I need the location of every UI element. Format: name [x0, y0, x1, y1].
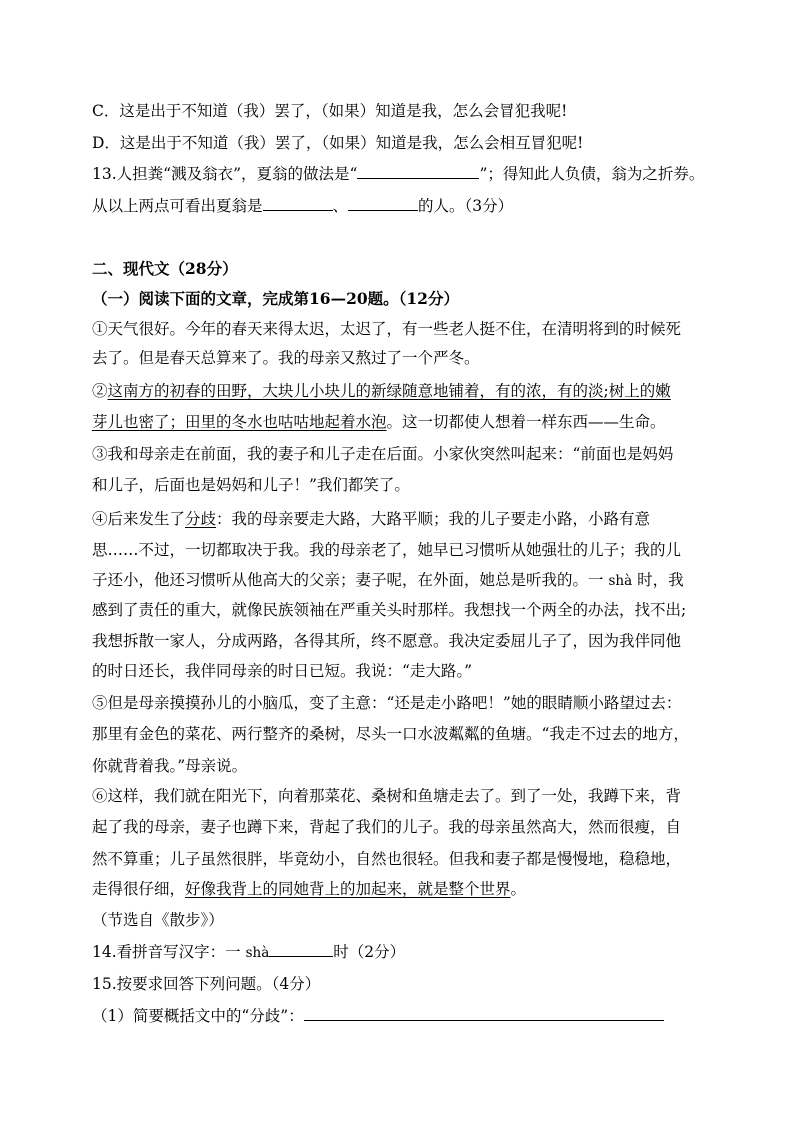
paragraph-4-line-1: ④后来发生了分歧：我的母亲要走大路，大路平顺；我的儿子要走小路，小路有意 [92, 510, 651, 528]
underlined-sentence: 这南方的初春的田野，大块儿小块儿的新绿随意地铺着，有的浓，有的淡;树上的嫩 [107, 382, 671, 400]
subsection-title: （一）阅读下面的文章，完成第16—20题。（12分） [92, 289, 459, 308]
answer-blank-13-2[interactable] [263, 196, 333, 211]
paragraph-4-line-2: 思……不过，一切都取决于我。我的母亲老了，她早已习惯听从她强壮的儿子；我的儿 [92, 541, 682, 559]
source-note: （节选自《散步》） [92, 911, 224, 929]
underlined-word: 分歧 [185, 510, 217, 528]
paragraph-5-line-2: 那里有金色的菜花、两行整齐的桑树，尽头一口水波粼粼的鱼塘。“我走不过去的地方， [92, 725, 689, 743]
answer-blank-15-1[interactable] [304, 1006, 664, 1021]
paragraph-3-line-2: 和儿子，后面也是妈妈和儿子！”我们都笑了。 [92, 476, 410, 494]
paragraph-4-line-6: 的时日还长，我伴同母亲的时日已短。我说：“走大路。” [92, 662, 473, 680]
pinyin: shà [245, 945, 270, 961]
option-c: C．这是出于不知道（我）罢了，（如果）知道是我，怎么会冒犯我呢! [92, 102, 568, 120]
answer-blank-13-1[interactable] [357, 164, 479, 179]
underlined-sentence: 好像我背上的同她背上的加起来，就是整个世界 [185, 880, 511, 898]
question-14: 14.看拼音写汉字：一 shà 时（2分） [92, 943, 406, 961]
question-13-line-1: 13.人担粪“溅及翁衣”，夏翁的做法是“ ”；得知此人负债，翁为之折券。 [92, 165, 705, 183]
pinyin: shà [608, 573, 633, 589]
paragraph-3-line-1: ③我和母亲走在前面，我的妻子和儿子走在后面。小家伙突然叫起来：“前面也是妈妈 [92, 445, 674, 463]
question-15-title: 15.按要求回答下列问题。（4分） [92, 975, 321, 993]
paragraph-6-line-3: 然不算重；儿子虽然很胖，毕竟幼小，自然也很轻。但我和妻子都是慢慢地，稳稳地， [92, 850, 682, 868]
paragraph-4-line-5: 我想拆散一家人，分成两路，各得其所，终不愿意。我决定委屈儿子了，因为我伴同他 [92, 632, 682, 650]
underlined-sentence: 芽儿也密了；田里的冬水也咕咕地起着水泡 [92, 413, 387, 431]
paragraph-2-line-1: ②这南方的初春的田野，大块儿小块儿的新绿随意地铺着，有的浓，有的淡;树上的嫩 [92, 382, 671, 400]
answer-blank-14[interactable] [269, 942, 333, 957]
option-d: D．这是出于不知道（我）罢了，（如果）知道是我，怎么会相互冒犯呢! [92, 134, 584, 152]
paragraph-6-line-2: 起了我的母亲，妻子也蹲下来，背起了我们的儿子。我的母亲虽然高大，然而很瘦，自 [92, 818, 682, 836]
paragraph-1-line-1: ①天气很好。今年的春天来得太迟，太迟了，有一些老人挺不住，在清明将到的时候死 [92, 320, 682, 338]
question-13-line-2: 从以上两点可看出夏翁是 、 的人。（3分） [92, 197, 514, 215]
question-15-item-1: （1）简要概括文中的“分歧”： [92, 1006, 712, 1026]
paragraph-6-line-1: ⑥这样，我们就在阳光下，向着那菜花、桑树和鱼塘走去了。到了一处，我蹲下来，背 [92, 787, 682, 805]
paragraph-2-line-2: 芽儿也密了；田里的冬水也咕咕地起着水泡。这一切都使人想着一样东西——生命。 [92, 413, 666, 431]
section-title: 二、现代文（28分） [92, 259, 238, 278]
paragraph-4-line-4: 感到了责任的重大，就像民族领袖在严重关头时那样。我想找一个两全的办法，找不出; [92, 601, 687, 619]
paragraph-5-line-1: ⑤但是母亲摸摸孙儿的小脑瓜，变了主意：“还是走小路吧！”她的眼睛顺小路望过去： [92, 694, 682, 712]
paragraph-1-line-2: 去了。但是春天总算来了。我的母亲又熬过了一个严冬。 [92, 349, 480, 367]
paragraph-5-line-3: 你就背着我。”母亲说。 [92, 757, 248, 775]
paragraph-4-line-3: 子还小，他还习惯听从他高大的父亲；妻子呢，在外面，她总是听我的。一 shà 时，我 [92, 571, 684, 589]
paragraph-6-line-4: 走得很仔细，好像我背上的同她背上的加起来，就是整个世界。 [92, 880, 527, 898]
answer-blank-13-3[interactable] [348, 196, 418, 211]
